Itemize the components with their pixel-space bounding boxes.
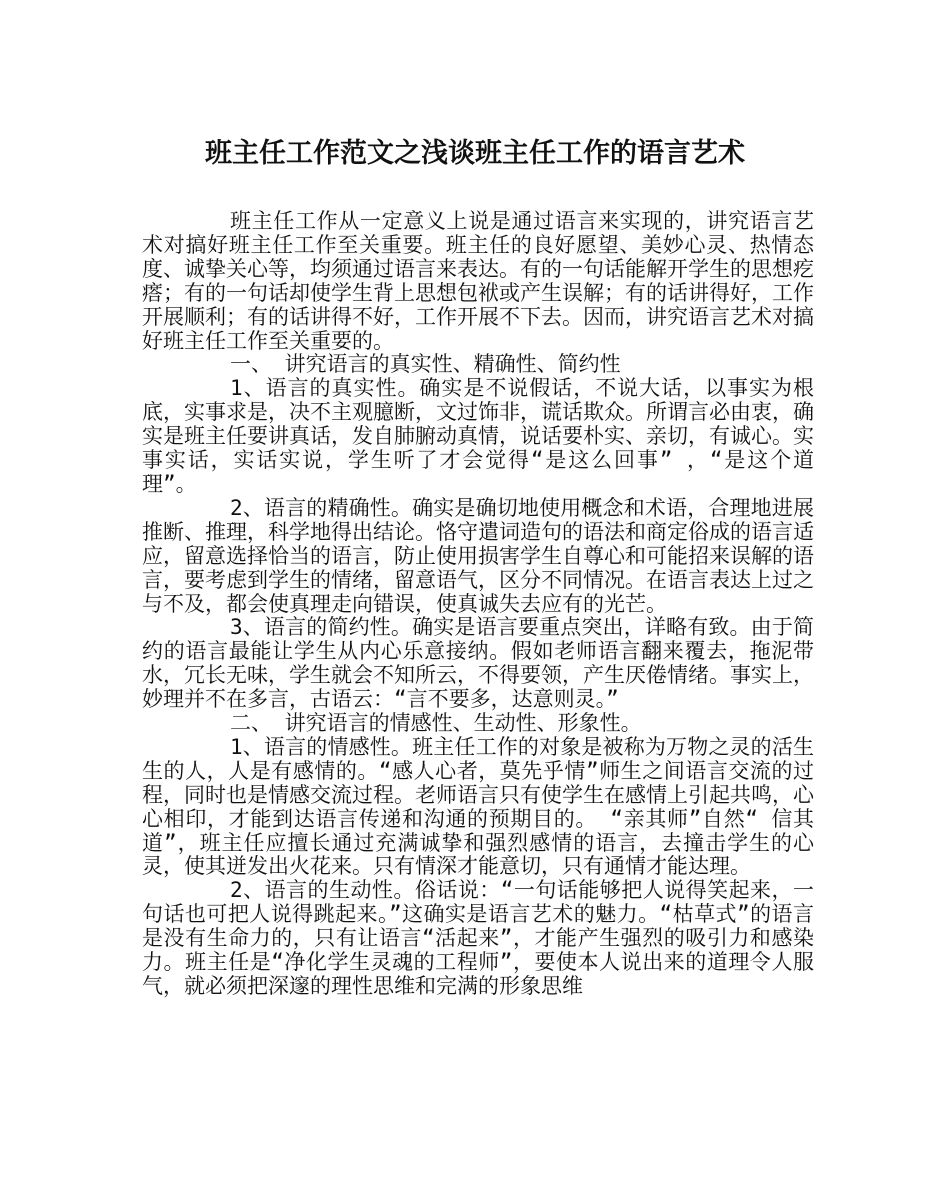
paragraph-emotion: 1、语言的情感性。班主任工作的对象是被称为万物之灵的活生生的人，人是有感情的。“感人心者，莫先乎情”师生之间语言交流的过程，同时也是情感交流过程。老师语言只有使学生在感情上引起共鸣，心心相印，才能到达语言传递和沟通的预期目的。 “亲其师”自然“ 信其道”，班主任应擅长通过充满诚挚和强烈感情的语言，去撞击学生的心灵，使其迸发出火花来。只有情深才能意切，只有通情才能达理。 xyxy=(142,734,814,879)
section-heading-1: 一、 讲究语言的真实性、精确性、简约性 xyxy=(230,352,621,377)
paragraph-conciseness: 3、语言的简约性。确实是语言要重点突出，详略有致。由于简约的语言最能让学生从内心乐意接纳。假如老师语言翻来覆去，拖泥带水，冗长无味，学生就会不知所云，不得要领，产生厌倦情绪。事实上，妙理并不在多言，古语云：“言不要多，达意则灵。” xyxy=(142,615,814,712)
section-heading-2: 二、 讲究语言的情感性、生动性、形象性。 xyxy=(230,711,642,736)
document-title: 班主任工作范文之浅谈班主任工作的语言艺术 xyxy=(205,138,745,169)
paragraph-precision: 2、语言的精确性。确实是确切地使用概念和术语，合理地进展推断、推理，科学地得出结论。恪守遣词造句的语法和商定俗成的语言适应，留意选择恰当的语言，防止使用损害学生自尊心和可能招来误解的语言，要考虑到学生的情绪，留意语气，区分不同情况。在语言表达上过之与不及，都会使真理走向错误，使真诚失去应有的光芒。 xyxy=(142,495,814,616)
document-body xyxy=(142,210,814,999)
paragraph-intro: 班主任工作从一定意义上说是通过语言来实现的，讲究语言艺术对搞好班主任工作至关重要。班主任的良好愿望、美妙心灵、热情态度、诚挚关心等，均须通过语言来表达。有的一句话能解开学生的思想疙瘩；有的一句话却使学生背上思想包袱或产生误解；有的话讲得好，工作开展顺利；有的话讲得不好，工作开展不下去。因而，讲究语言艺术对搞好班主任工作至关重要的。 xyxy=(142,209,814,353)
paragraph-vividness: 2、语言的生动性。俗话说：“一句话能够把人说得笑起来，一句话也可把人说得跳起来。”这确实是语言艺术的魅力。“枯草式”的语言是没有生命力的，只有让语言“活起来”，才能产生强烈的吸引力和感染力。班主任是“净化学生灵魂的工程师”，要使本人说出来的道理令人服气，就必须把深邃的理性思维和完满的形象思维 xyxy=(142,878,814,998)
paragraph-truthfulness: 1、语言的真实性。确实是不说假话，不说大话，以事实为根底，实事求是，决不主观臆断，文过饰非，谎话欺众。所谓言必由衷，确实是班主任要讲真话，发自肺腑动真情，说话要朴实、亲切，有诚心。实事实话，实话实说，学生听了才会觉得“是这么回事” ，“是这个道理”。 xyxy=(142,376,814,496)
